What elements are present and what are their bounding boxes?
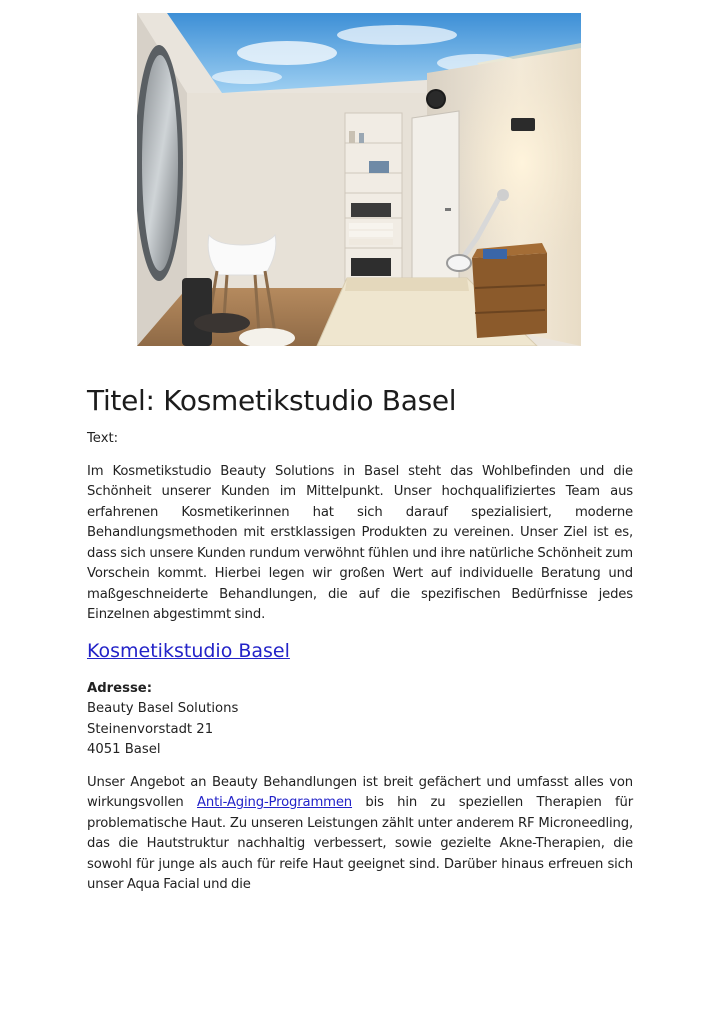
address-name: Beauty Basel Solutions bbox=[87, 701, 239, 716]
address-street: Steinenvorstadt 21 bbox=[87, 721, 214, 737]
intro-paragraph: Im Kosmetikstudio Beauty Solutions in Basel steht das Wohlbefinden und die Schönheit unserer Kunden im Mittelpunkt. Unser hochqualifiziertes Team aus erfahrenen Kosmetikerinnen hat sich darauf spezialisiert, moderne Behandlungsmethoden mit erstklassigen Produkten zu vereinen. Unser Ziel ist es, dass sich unsere Kunden rundum verwöhnt fühlen und ihre natürliche Schönheit zum Vorschein kommt. Hierbei legen wir großen Wert auf individuelle Beratung und maßgeschneiderte Behandlungen, die auf die spezifischen Bedürfnisse jedes Einzelnen abgestimmt sind. bbox=[87, 463, 633, 622]
services-text-before: Unser Angebot an Beauty Behandlungen ist breit gefächert und umfasst alles von wirkungsvollen bbox=[87, 774, 633, 810]
page-title bbox=[87, 384, 633, 417]
title-prefix: Titel: bbox=[87, 384, 155, 417]
anti-aging-link[interactable]: Anti-Aging-Programmen bbox=[196, 795, 353, 810]
services-text-after: bis hin zu speziellen Therapien für problematische Haut. Zu unseren Leistungen zählt unter anderem RF Microneedling, das die Hautstruktur nachhaltig verbessert, sowie gezielte Akne-Therapien, die sowohl für junge als auch für reife Haut geeignet sind. Darüber hinaus erfreuen sich unser Aqua Facial und die bbox=[87, 795, 633, 892]
article-content bbox=[87, 384, 633, 896]
address-block bbox=[87, 679, 633, 761]
treatment-room-illustration bbox=[137, 13, 581, 346]
address-city: 4051 Basel bbox=[87, 742, 161, 757]
treatment-room-photo bbox=[137, 13, 581, 346]
address-label: Adresse: bbox=[87, 680, 153, 696]
title-text: Kosmetikstudio Basel bbox=[163, 384, 457, 417]
services-paragraph bbox=[87, 773, 633, 896]
studio-heading-link[interactable]: Kosmetikstudio Basel bbox=[87, 639, 290, 662]
text-label: Text: bbox=[87, 431, 119, 446]
